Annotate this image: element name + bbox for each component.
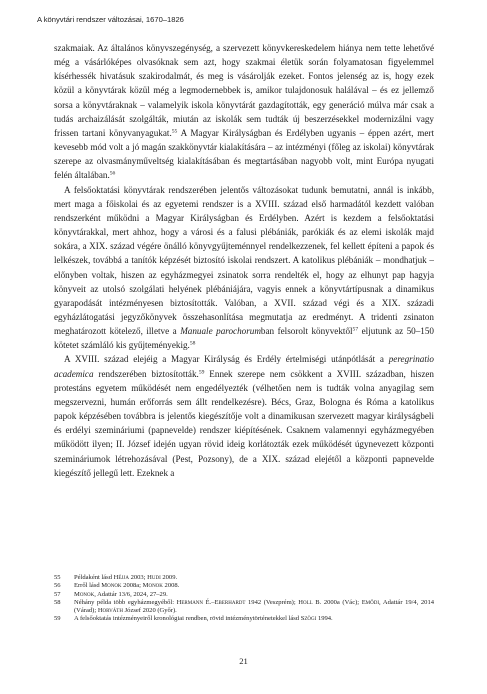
body-text — [54, 41, 434, 480]
text-run: , Adattár 19/4, 2014 (Várad); — [74, 598, 435, 615]
text-run: A felsőoktatás intézményeiről kronológiai rendben, rövid intézménytörténetekkel lásd — [74, 615, 301, 623]
footnote-57 — [54, 591, 434, 599]
text-run: eljutunk az 50–150 kötetet számláló kis gyűjteményekig. — [54, 326, 434, 351]
running-head: A könyvtári rendszer változásai, 1670–1826 — [37, 15, 184, 24]
footnote-58 — [54, 599, 434, 616]
text-run: A XVIII. század elejéig a Magyar Királyság és Erdély értelmiségi utánpótlását a — [64, 354, 389, 365]
footnote-number: 55 — [54, 574, 61, 581]
text-run: József 2020 (Győr). — [122, 607, 177, 615]
text-run: ban felsorolt könyvektől — [260, 326, 353, 337]
text-run: A Magyar Királyságban és Erdélyben ugyanis – éppen azért, mert kevesebb mód volt a jó magán szakkönyvtár kialakítására – az intézményi (főleg az iskolai) könyvtárak szerepe az olvasmányműveltség kialakításában és megtartásában nagyobb volt, mint Európa nyugati felén általában. — [54, 127, 434, 181]
author-name: Eberhardt — [214, 598, 246, 606]
page-number: 21 — [239, 656, 248, 666]
italic-term: peregrinatio academica — [54, 354, 434, 379]
footnote-number: 58 — [54, 598, 61, 606]
author-name: Horváth — [97, 607, 123, 615]
author-name: Monok — [101, 582, 122, 590]
author-name: Emődi — [361, 598, 380, 606]
footnote-59 — [54, 615, 434, 623]
footnote-ref-57[interactable]: 57 — [352, 326, 359, 333]
paragraph — [54, 183, 434, 353]
paragraph — [54, 352, 434, 479]
footnote-ref-58[interactable]: 58 — [189, 340, 196, 347]
footnote-ref-59[interactable]: 59 — [198, 369, 205, 376]
footnote-number: 59 — [54, 615, 61, 623]
author-name: Monok — [74, 590, 95, 598]
footnote-56 — [54, 582, 434, 590]
text-run: Erről lásd — [74, 582, 102, 590]
author-name: Hermann — [176, 598, 204, 606]
text-run: rendszerében biztosították. — [93, 368, 199, 379]
text-run: Néhány példa több egyházmegyéből: — [74, 598, 177, 606]
footnote-number: 56 — [54, 582, 61, 590]
text-run: 2003; — [128, 574, 148, 581]
footnote-ref-55[interactable]: 55 — [171, 128, 178, 135]
footnote-55 — [54, 574, 434, 582]
footnote-ref-56[interactable]: 56 — [109, 170, 116, 177]
italic-title: Manuale parochorum — [180, 326, 261, 337]
text-run: É.– — [203, 598, 215, 606]
footnote-number: 57 — [54, 590, 61, 598]
author-name: Monok — [142, 582, 163, 590]
paragraph — [54, 41, 434, 183]
footnotes — [54, 574, 434, 624]
text-run: szakmaiak. Az általános könyvszegénység, a szervezett könyvkereskedelem hiánya nem tette lehetővé még a vásárlóképes olvasóknak sem azt, hogy szakmai életük során folyamatosan figyelemmel kísérhessék hivatásuk szakirodalmát, és meg is vásárolják ezeket. Fontos jelenség az is, hogy ezek közül a könyvtárak közül még a legmodernebbek is, amikor tulajdonosuk halálával – és ez jellemző sorsa a könyvtáraknak – valamelyik iskola könyvtárát gazdagították, egy generáció múlva már csak a tudás archaizálását szolgálták, miután az iskolák sem tudták új beszerzésekkel modernizálni vagy frissen tartani könyvanyagukat. — [54, 43, 434, 138]
text-run: 2008a; — [121, 582, 143, 590]
text-run: A felsőoktatási könyvtárak rendszerében jelentős változásokat tudunk bemutatni, annál is inkább, mert maga a főiskolai és az egyetemi rendszer is a XVIII. század első harmadától kezdett valóban rendszerként működni a Magyar Királyságban és Erdélyben. Azért is kezdem a felsőoktatási könyvtárakkal, mert ahhoz, hogy a városi és a falusi plébániák, parókiák és az elemi iskolák majd sokára, a XIX. század végére önálló könyvgyűjteménnyel rendelkezzenek, fel kellett építeni a papok és lelkészek, továbbá a tanítók képzését biztosító iskolai rendszert. A katolikus plébániák – mondhatjuk – előnyben voltak, hiszen az egyházmegyei zsinatok sorra rendelték el, hogy az elhunyt pap hagyja könyveit az utolsó szolgálati helyének plébániájára, vagyis ennek a könyvtártípusnak a dinamikus gyarapodását intézményesen biztosították. Valóban, a XVII. század végi és a XIX. századi egyházlátogatási jegyzőkönyvek összehasonlítása megmutatja az eredményt. A tridenti zsinaton meghatározott kötelező, illetve a — [54, 184, 434, 337]
text-run: , Adattár 13/6, 2024, 27–29. — [94, 590, 168, 598]
text-run: 2009. — [160, 574, 178, 581]
text-run: 1942 (Veszprém); — [245, 598, 299, 606]
text-run: 2008. — [162, 582, 180, 590]
text-run: Példaként lásd — [74, 574, 114, 581]
author-name: Héjja — [113, 574, 129, 581]
text-run: B. 2000a (Vác); — [312, 598, 362, 606]
text-run: 1994. — [316, 615, 333, 623]
author-name: Szögi — [300, 615, 317, 623]
text-run: Ennek szerepe nem csökkent a XVIII. században, hiszen protestáns egyetem működését nem engedélyezték (vélhetően nem is tudták volna anyagilag sem megszervezni, humán erőforrás sem állt rendelkezésre). Bécs, Graz, Bologna és Róma a katolikus papok képzésében továbbra is jelentős kiegészítője volt a dinamikusan szervezett magyar királyságbeli és erdélyi szemináriumi (papnevelde) rendszer kiépítésének. Csaknem valamennyi egyházmegyében működött ilyen; II. József idején ugyan rövid ideig korlátozták ezek működését úgynevezett központi szemináriumok létrehozásával (Pest, Pozsony), de a XIX. század elejétől a központi papnevelde kiegészítő jellegű lett. Ezeknek a — [54, 368, 434, 478]
author-name: Hudi — [147, 574, 161, 581]
author-name: Holl — [298, 598, 313, 606]
